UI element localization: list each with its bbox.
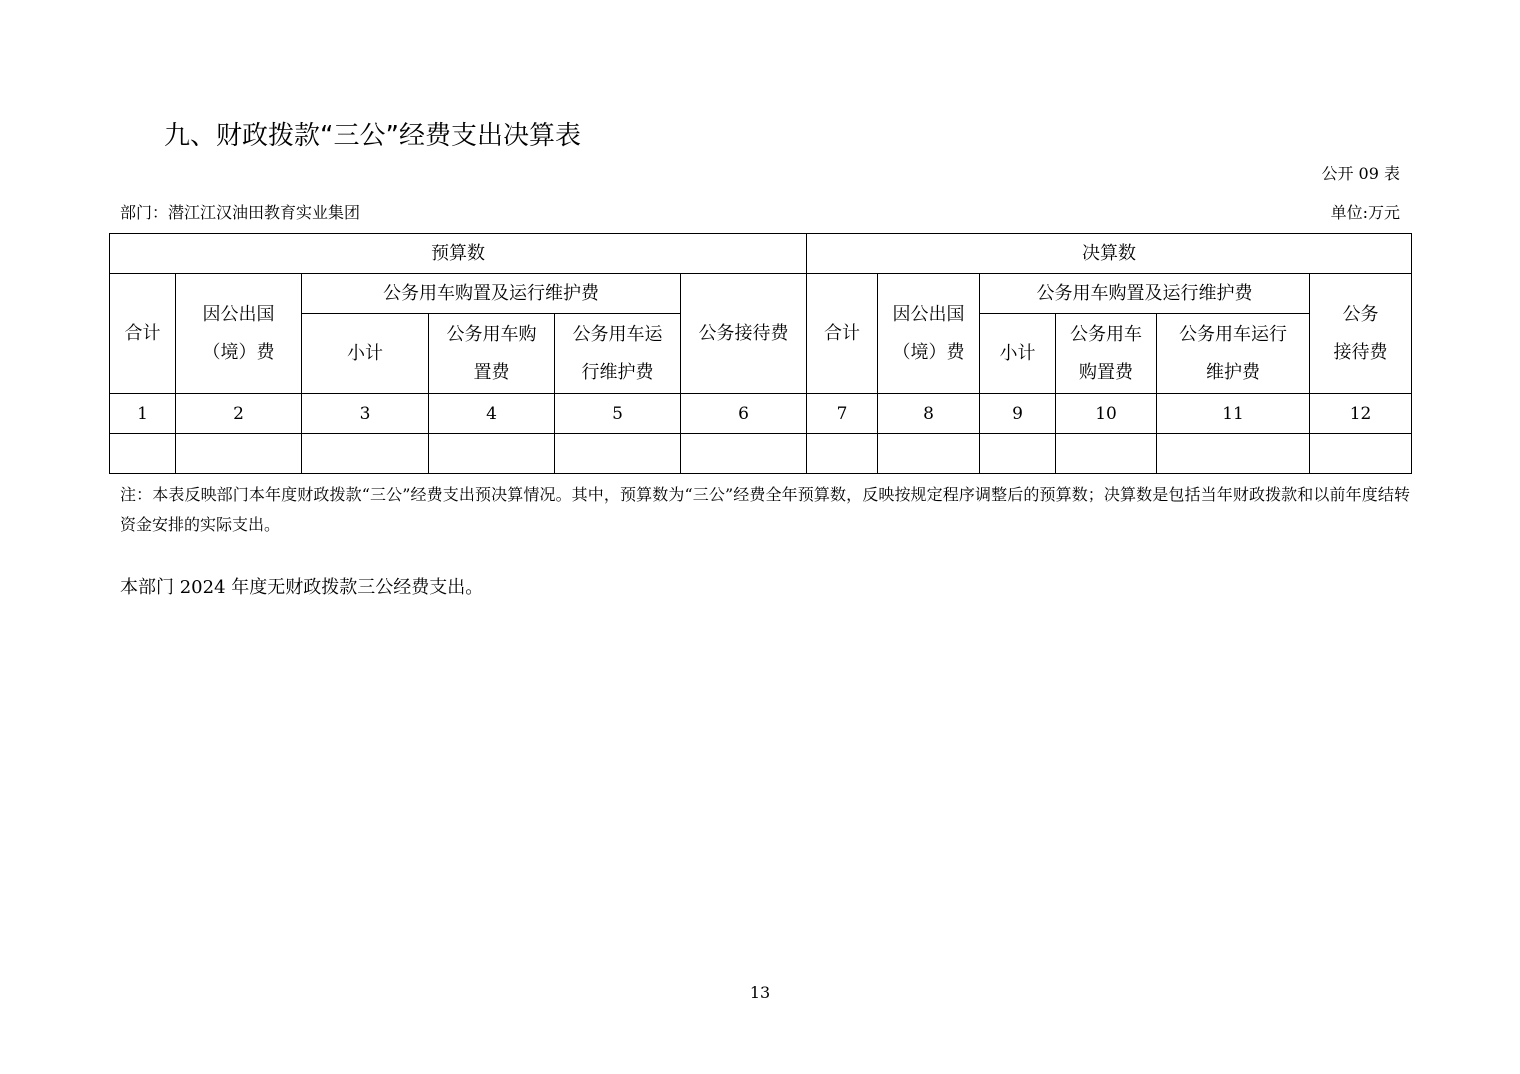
data-cell [878, 434, 980, 474]
column-number: 4 [429, 394, 555, 434]
budget-vehicle-purchase-line1: 公务用车购 [446, 323, 537, 345]
final-vehicle-purchase-line1: 公务用车 [1070, 323, 1143, 345]
final-header: 决算数 [807, 234, 1412, 274]
final-reception-line1: 公务 [1342, 303, 1379, 325]
column-number: 9 [980, 394, 1056, 434]
final-vehicle-purchase-line2: 购置费 [1079, 361, 1134, 383]
data-cell [1310, 434, 1412, 474]
final-vehicle-operation-line1: 公务用车运行 [1179, 323, 1288, 345]
form-number: 公开 09 表 [1321, 164, 1400, 183]
budget-subtotal-header: 小计 [302, 314, 429, 394]
final-vehicle-purchase-header [1056, 314, 1157, 394]
data-cell [980, 434, 1056, 474]
column-number: 6 [681, 394, 807, 434]
column-number-row [110, 394, 1412, 434]
three-public-expenses-table [109, 233, 1412, 474]
final-travel-abroad-line1: 因公出国 [892, 303, 965, 325]
final-reception-header [1310, 274, 1412, 394]
final-vehicle-operation-line2: 维护费 [1206, 361, 1261, 383]
page-number: 13 [749, 983, 771, 1002]
final-subtotal-header: 小计 [980, 314, 1056, 394]
budget-total-header: 合计 [110, 274, 176, 394]
no-expense-statement: 本部门 2024 年度无财政拨款三公经费支出。 [120, 577, 484, 598]
column-number: 3 [302, 394, 429, 434]
final-travel-abroad-header [878, 274, 980, 394]
data-cell [176, 434, 302, 474]
column-number: 8 [878, 394, 980, 434]
data-cell [1056, 434, 1157, 474]
final-vehicle-group-header: 公务用车购置及运行维护费 [980, 274, 1310, 314]
budget-travel-abroad-line1: 因公出国 [202, 303, 275, 325]
data-cell [302, 434, 429, 474]
budget-vehicle-operation-header [555, 314, 681, 394]
final-total-header: 合计 [807, 274, 878, 394]
data-cell [807, 434, 878, 474]
column-number: 1 [110, 394, 176, 434]
final-travel-abroad-line2: （境）费 [892, 341, 965, 363]
final-reception-line2: 接待费 [1333, 341, 1388, 363]
data-cell [1157, 434, 1310, 474]
data-cell [110, 434, 176, 474]
column-number: 12 [1310, 394, 1412, 434]
column-number: 7 [807, 394, 878, 434]
final-vehicle-operation-header [1157, 314, 1310, 394]
table-note: 注：本表反映部门本年度财政拨款“三公”经费支出预决算情况。其中，预算数为“三公”经费全年预算数，反映按规定程序调整后的预算数；决算数是包括当年财政拨款和以前年度结转资金安排的实际支出。 [120, 485, 1410, 534]
page-title: 九、财政拨款“三公”经费支出决算表 [164, 121, 581, 151]
budget-vehicle-operation-line2: 行维护费 [581, 361, 654, 383]
table-header-row-1 [110, 234, 1412, 274]
column-number: 11 [1157, 394, 1310, 434]
column-number: 10 [1056, 394, 1157, 434]
unit-label: 单位:万元 [1330, 203, 1400, 222]
budget-vehicle-group-header: 公务用车购置及运行维护费 [302, 274, 681, 314]
budget-travel-abroad-line2: （境）费 [202, 341, 275, 363]
budget-reception-header: 公务接待费 [681, 274, 807, 394]
table-header-row-2 [110, 274, 1412, 314]
budget-travel-abroad-header [176, 274, 302, 394]
data-row [110, 434, 1412, 474]
column-number: 5 [555, 394, 681, 434]
column-number: 2 [176, 394, 302, 434]
budget-vehicle-operation-line1: 公务用车运 [572, 323, 663, 345]
data-cell [681, 434, 807, 474]
data-cell [429, 434, 555, 474]
department-label: 部门：潜江江汉油田教育实业集团 [120, 203, 361, 222]
budget-header: 预算数 [110, 234, 807, 274]
data-cell [555, 434, 681, 474]
budget-vehicle-purchase-header [429, 314, 555, 394]
budget-vehicle-purchase-line2: 置费 [473, 361, 510, 383]
